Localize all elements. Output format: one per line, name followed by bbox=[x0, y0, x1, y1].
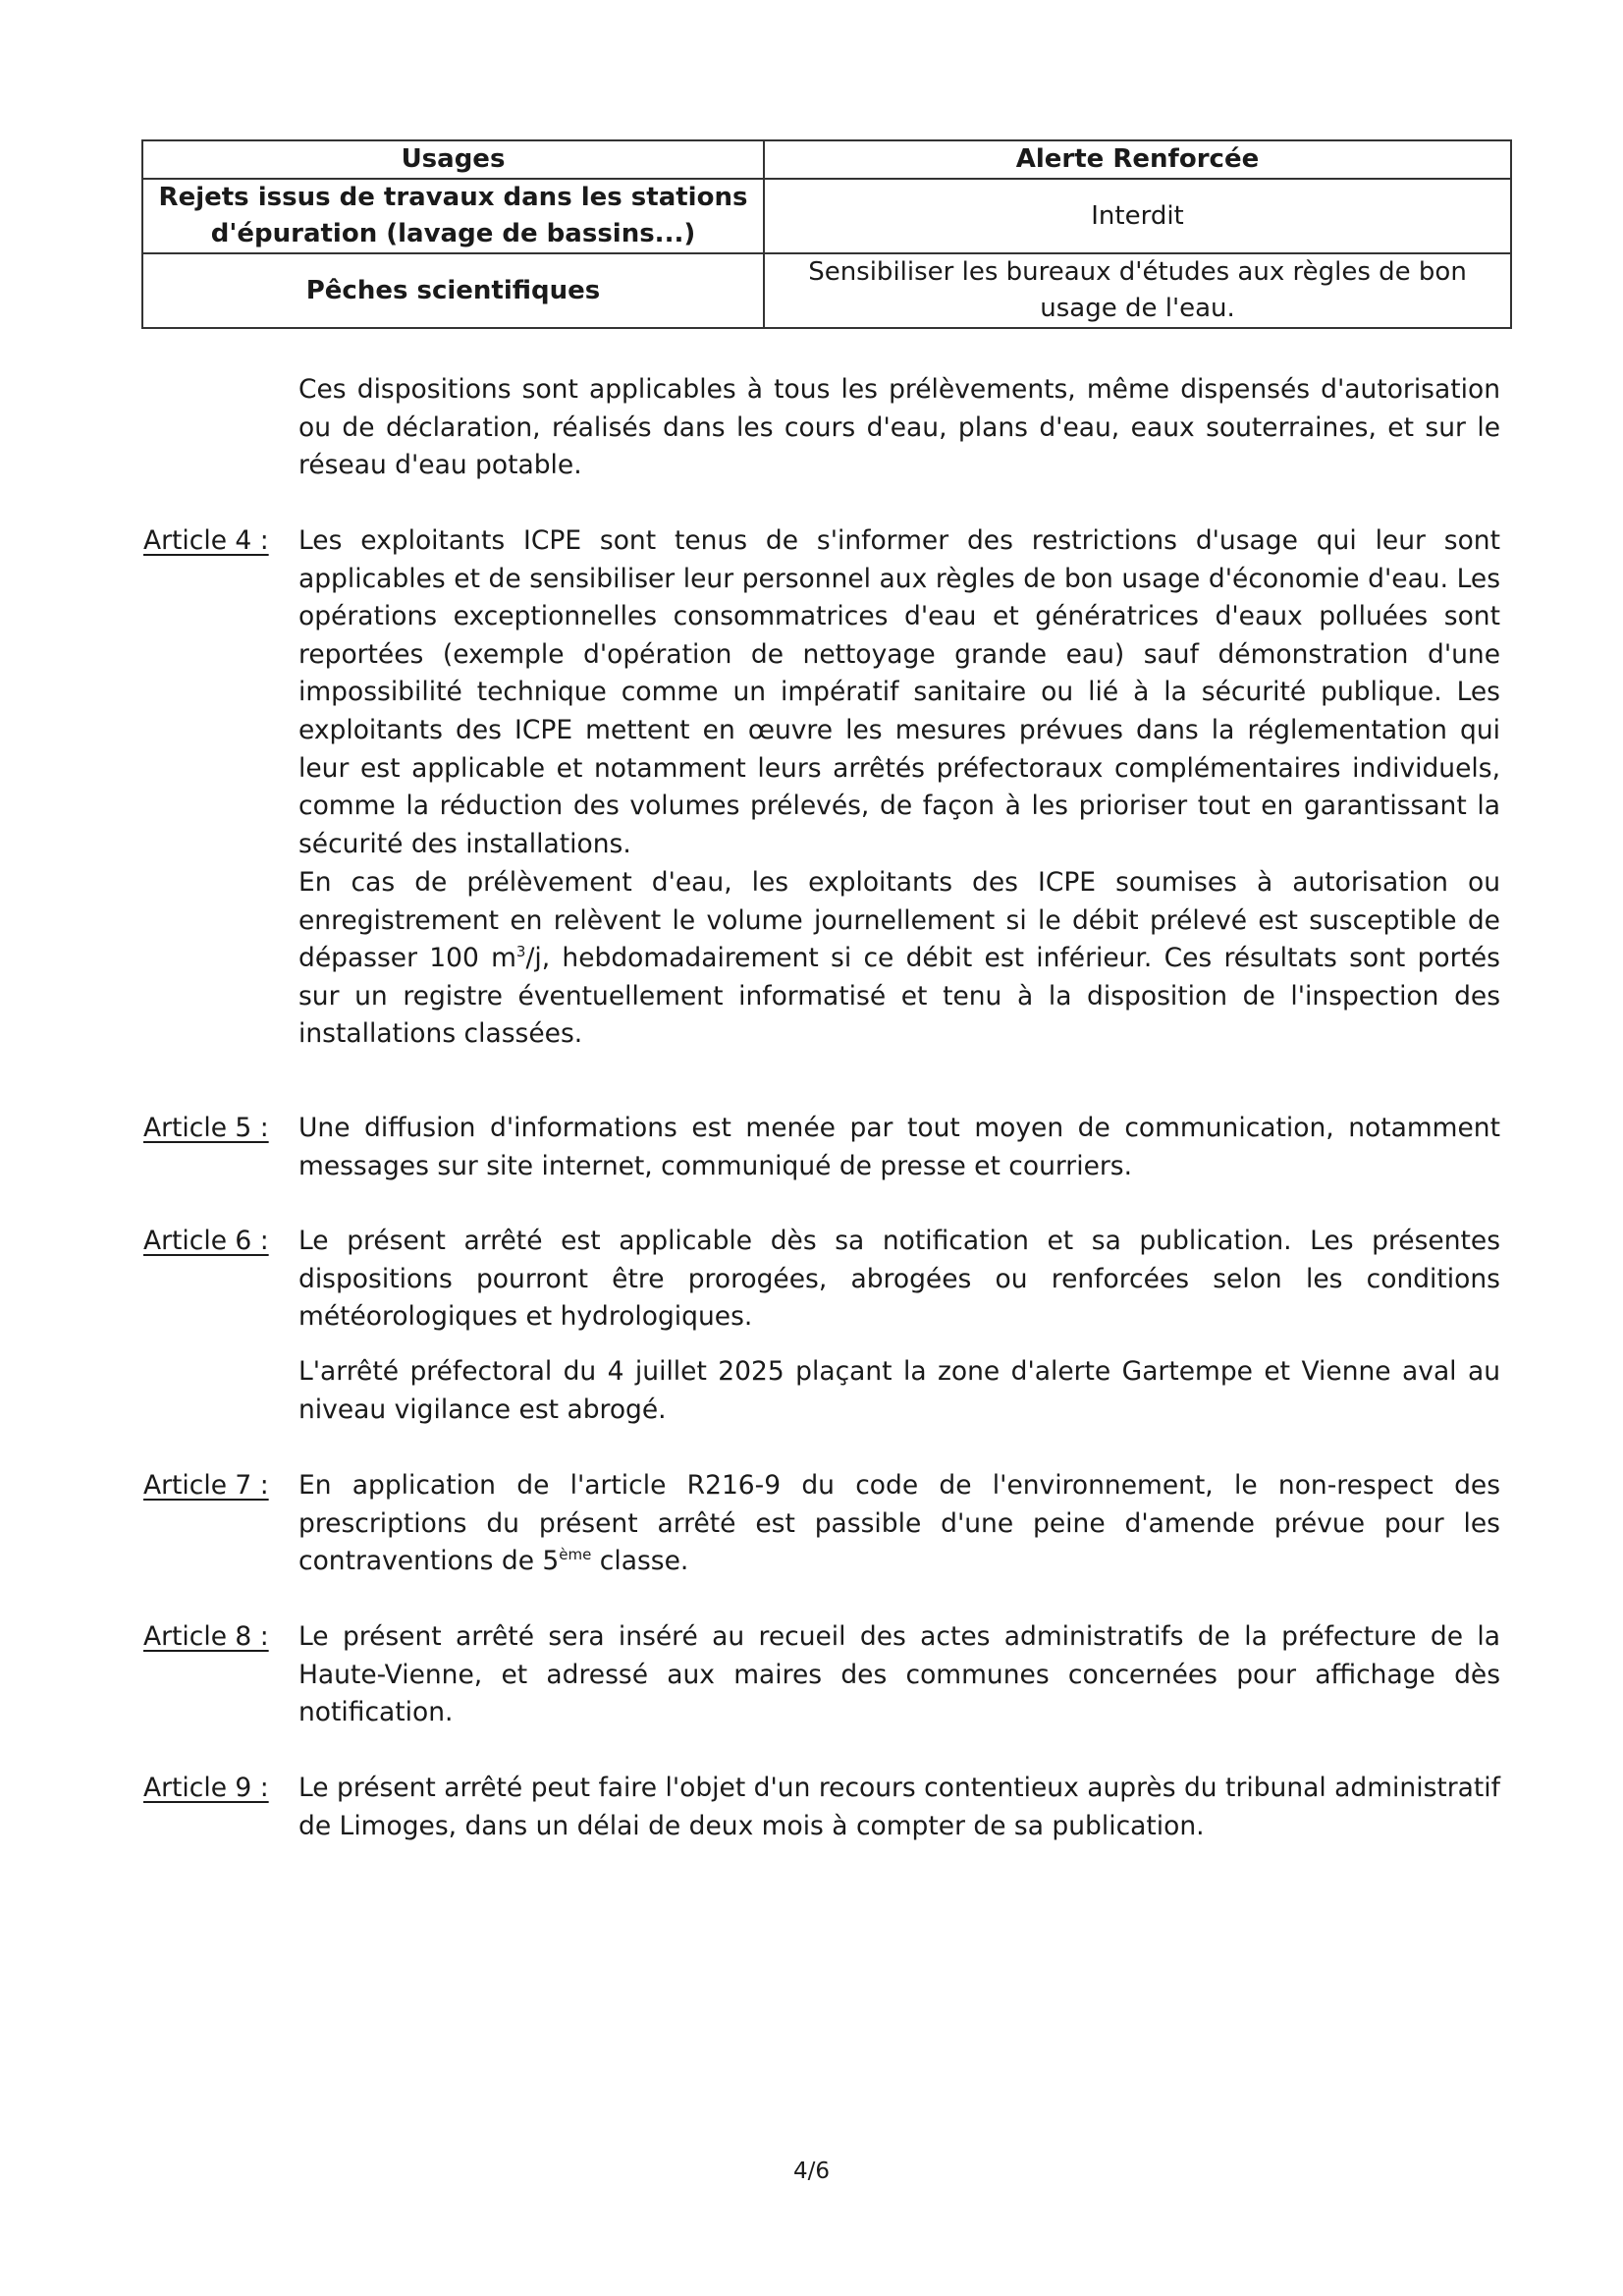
article-4-paragraph-1: Les exploitants ICPE sont tenus de s'informer des restrictions d'usage qui leur sont applicables et de sensibiliser leur personnel aux règles de bon usage d'économie d'eau. Les opérations exceptionnelles consommatrices d'eau et génératrices d'eaux polluées sont reportées (exemple d'opération de nettoyage grande eau) sauf démonstration d'une impossibilité technique comme un impératif sanitaire ou lié à la sécurité publique. Les exploitants des ICPE mettent en œuvre les mesures prévues dans la réglementation qui leur est applicable et notamment leurs arrêtés préfectoraux complémentaires individuels, comme la réduction des volumes prélevés, de façon à les prioriser tout en garantissant la sécurité des installations. bbox=[298, 525, 1500, 859]
article-4-p2-sup: 3 bbox=[515, 943, 526, 961]
article-8-paragraph: Le présent arrêté sera inséré au recueil des actes administratifs de la préfecture de la Haute-Vienne, et adressé aux maires des communes concernées pour affichage dès notification. bbox=[298, 1621, 1500, 1728]
article-8-label bbox=[143, 1618, 269, 1657]
table-cell-usage: Rejets issus de travaux dans les stations d'épuration (lavage de bassins...) bbox=[142, 179, 764, 253]
article-6-paragraph-1: Le présent arrêté est applicable dès sa notification et sa publication. Les présentes dispositions pourront être prorogées, abrogées ou renforcées selon les conditions météorologiques et hydrologiques. bbox=[298, 1226, 1500, 1333]
article-8-label-text: Article 8 : bbox=[143, 1621, 269, 1652]
article-4-p2-end: /j, hebdomadairement si ce débit est inférieur. Ces résultats sont portés sur un registre éventuellement informatisé et tenu à la disposition de l'inspection des installations classées. bbox=[298, 943, 1500, 1050]
article-7-p1-end: classe. bbox=[591, 1546, 689, 1577]
article-7-p1-sup: ème bbox=[559, 1546, 592, 1564]
article-4-paragraph-2 bbox=[298, 864, 1500, 1054]
table-header-usages: Usages bbox=[142, 140, 764, 179]
table-row bbox=[142, 253, 1511, 328]
article-4-p2-start: En cas de prélèvement d'eau, les exploitants des ICPE soumises à autorisation ou enregistrement en relèvent le volume journellement si le débit prélevé est susceptible de dépasser 100 m bbox=[298, 867, 1500, 974]
article-6-paragraph-2: L'arrêté préfectoral du 4 juillet 2025 plaçant la zone d'alerte Gartempe et Vienne aval au niveau vigilance est abrogé. bbox=[298, 1356, 1500, 1425]
article-5-label-text: Article 5 : bbox=[143, 1113, 269, 1143]
table-cell-value: Interdit bbox=[764, 179, 1511, 253]
table-header-alerte: Alerte Renforcée bbox=[764, 140, 1511, 179]
table-cell-usage: Pêches scientifiques bbox=[142, 253, 764, 328]
table-header-row bbox=[142, 140, 1511, 179]
article-7-label bbox=[143, 1467, 269, 1505]
intro-paragraph: Ces dispositions sont applicables à tous les prélèvements, même dispensés d'autorisation ou de déclaration, réalisés dans les cours d'eau, plans d'eau, eaux souterraines, et sur le réseau d'eau potable. bbox=[298, 374, 1500, 481]
article-6-label-text: Article 6 : bbox=[143, 1226, 269, 1256]
article-5-label bbox=[143, 1110, 269, 1148]
article-4-label-text: Article 4 : bbox=[143, 525, 269, 556]
article-6-label bbox=[143, 1223, 269, 1261]
table-cell-value: Sensibiliser les bureaux d'études aux règles de bon usage de l'eau. bbox=[764, 253, 1511, 328]
article-7-label-text: Article 7 : bbox=[143, 1470, 269, 1501]
article-4-label bbox=[143, 522, 269, 561]
usages-table bbox=[141, 139, 1512, 329]
page-number: 4/6 bbox=[792, 2159, 830, 2184]
article-9-label bbox=[143, 1770, 269, 1808]
article-9-label-text: Article 9 : bbox=[143, 1773, 269, 1803]
table-row bbox=[142, 179, 1511, 253]
article-7-paragraph bbox=[298, 1467, 1500, 1581]
article-9-paragraph: Le présent arrêté peut faire l'objet d'un recours contentieux auprès du tribunal administratif de Limoges, dans un délai de deux mois à compter de sa publication. bbox=[298, 1773, 1500, 1841]
article-7-p1-start: En application de l'article R216-9 du code de l'environnement, le non-respect des prescriptions du présent arrêté est passible d'une peine d'amende prévue pour les contraventions de 5 bbox=[298, 1470, 1500, 1577]
article-5-paragraph: Une diffusion d'informations est menée par tout moyen de communication, notamment messages sur site internet, communiqué de presse et courriers. bbox=[298, 1113, 1500, 1181]
